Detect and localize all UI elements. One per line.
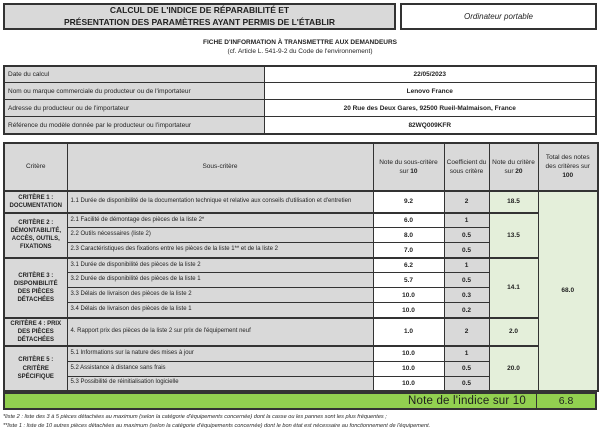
sub-3-1-coef: 1 — [444, 258, 489, 273]
sub-2-1-note: 6.0 — [373, 213, 444, 228]
col-header-sub-criterion: Sous-critère — [67, 143, 373, 191]
document-header — [3, 3, 597, 30]
criterion-4-label: CRITÈRE 4 : PRIX DES PIÈCES DÉTACHÉES — [4, 318, 67, 346]
sub-2-3-note: 7.0 — [373, 243, 444, 258]
sub-3-3-coef: 0.3 — [444, 288, 489, 303]
sub-2-2-label: 2.2 Outils nécessaires (liste 2) — [67, 228, 373, 243]
info-row-model-ref — [4, 117, 596, 134]
sub-5-1-coef: 1 — [444, 346, 489, 361]
criterion-4-score: 2.0 — [489, 318, 538, 346]
sub-2-1-coef: 1 — [444, 213, 489, 228]
col-header-sub-score: Note du sous-critère sur 10 — [373, 143, 444, 191]
sub-1-1-note: 9.2 — [373, 191, 444, 213]
criterion-2-label: CRITÈRE 2 : DÉMONTABILITÉ, ACCÈS, OUTILS, FIXATIONS — [4, 213, 67, 258]
subtitle-line-2: (cf. Article L. 541-9-2 du Code de l'environnement) — [227, 48, 373, 56]
sub-1-1-coef: 2 — [444, 191, 489, 213]
sub-3-4-coef: 0.2 — [444, 303, 489, 318]
footnote-liste-2: *liste 2 : liste des 3 à 5 pièces détachées au maximum (selon la catégorie d'équipements concernée) dont la casse ou les pannes sont les plus fréquentes ; — [3, 414, 387, 421]
sub-5-3-note: 10.0 — [373, 376, 444, 391]
sub-4-coef: 2 — [444, 318, 489, 346]
producer-info-table — [3, 65, 597, 135]
sub-5-3-coef: 0.5 — [444, 376, 489, 391]
sub-5-2-label: 5.2 Assistance à distance sans frais — [67, 361, 373, 376]
sub-5-1-note: 10.0 — [373, 346, 444, 361]
sub-2-2-note: 8.0 — [373, 228, 444, 243]
info-label-date: Date du calcul — [4, 66, 264, 83]
final-index-value: 6.8 — [536, 394, 595, 408]
title-line-1: CALCUL DE L'INDICE DE RÉPARABILITÉ ET — [109, 5, 290, 16]
sub-5-1-label: 5.1 Informations sur la nature des mises à jour — [67, 346, 373, 361]
footnote-liste-1: **liste 1 : liste de 10 autres pièces détachées au maximum (selon la catégorie d'équipements concernée) dont le bon état est nécessaire au fonctionnement de l'équipement. — [3, 422, 431, 429]
sub-2-1-label: 2.1 Facilité de démontage des pièces de la liste 2* — [67, 213, 373, 228]
col-header-coefficient: Coefficient du sous critère — [444, 143, 489, 191]
product-type-label: Ordinateur portable — [464, 12, 533, 21]
final-index-bar — [3, 392, 597, 410]
sub-5-2-coef: 0.5 — [444, 361, 489, 376]
criterion-1-label: CRITÈRE 1 : DOCUMENTATION — [4, 191, 67, 213]
info-value-brand: Lenovo France — [264, 83, 596, 100]
product-type-box — [400, 3, 597, 30]
score-table-header-row — [4, 143, 598, 191]
sub-2-2-coef: 0.5 — [444, 228, 489, 243]
final-index-label: Note de l'indice sur 10 — [407, 395, 526, 408]
score-table — [3, 142, 599, 392]
sub-2-3-coef: 0.5 — [444, 243, 489, 258]
title-line-2: PRÉSENTATION DES PARAMÈTRES AYANT PERMIS DE L'ÉTABLIR — [63, 16, 336, 27]
sub-4-label: 4. Rapport prix des pièces de la liste 2 sur prix de l'équipement neuf — [67, 318, 373, 346]
table-row — [4, 191, 598, 213]
info-value-date: 22/05/2023 — [264, 66, 596, 83]
info-label-model-ref: Référence du modèle donnée par le producteur ou l'importateur — [4, 117, 264, 134]
document-title — [3, 3, 396, 30]
table-row — [4, 258, 598, 273]
sub-4-note: 1.0 — [373, 318, 444, 346]
criterion-5-label: CRITÈRE 5 : CRITÈRE SPÉCIFIQUE — [4, 346, 67, 391]
sub-3-3-label: 3.3 Délais de livraison des pièces de la liste 2 — [67, 288, 373, 303]
criterion-5-score: 20.0 — [489, 346, 538, 391]
sub-5-3-label: 5.3 Possibilité de réinitialisation logicielle — [67, 376, 373, 391]
info-row-date — [4, 66, 596, 83]
total-score-100: 68.0 — [538, 191, 598, 391]
sub-2-3-label: 2.3 Caractéristiques des fixations entre les pièces de la liste 1** et de la liste 2 — [67, 243, 373, 258]
table-row — [4, 213, 598, 228]
info-label-brand: Nom ou marque commerciale du producteur ou de l'importateur — [4, 83, 264, 100]
sub-3-2-coef: 0.5 — [444, 273, 489, 288]
col-header-criterion: Critère — [4, 143, 67, 191]
info-label-address: Adresse du producteur ou de l'importateur — [4, 100, 264, 117]
criterion-1-score: 18.5 — [489, 191, 538, 213]
table-row — [4, 318, 598, 346]
sub-3-4-label: 3.4 Délais de livraison des pièces de la liste 1 — [67, 303, 373, 318]
criterion-3-score: 14.1 — [489, 258, 538, 318]
col-header-total: Total des notes des critères sur 100 — [538, 143, 598, 191]
sub-3-4-note: 10.0 — [373, 303, 444, 318]
info-row-brand — [4, 83, 596, 100]
sub-3-3-note: 10.0 — [373, 288, 444, 303]
sub-1-1-label: 1.1 Durée de disponibilité de la documentation technique et relative aux conseils d'utilisation et d'entretien — [67, 191, 373, 213]
criterion-2-score: 13.5 — [489, 213, 538, 258]
info-value-model-ref: 82WQ009KFR — [264, 117, 596, 134]
sub-5-2-note: 10.0 — [373, 361, 444, 376]
subtitle-line-1: FICHE D'INFORMATION À TRANSMETTRE AUX DEMANDEURS — [202, 39, 397, 46]
sub-3-2-label: 3.2 Durée de disponibilité des pièces de la liste 1 — [67, 273, 373, 288]
info-value-address: 20 Rue des Deux Gares, 92500 Rueil-Malmaison, France — [264, 100, 596, 117]
table-row — [4, 346, 598, 361]
sub-3-1-label: 3.1 Durée de disponibilité des pièces de la liste 2 — [67, 258, 373, 273]
document-subtitle — [3, 38, 597, 57]
info-row-address — [4, 100, 596, 117]
sub-3-1-note: 6.2 — [373, 258, 444, 273]
sub-3-2-note: 5.7 — [373, 273, 444, 288]
col-header-criterion-score: Note du critère sur 20 — [489, 143, 538, 191]
criterion-3-label: CRITÈRE 3 : DISPONIBILITÉ DES PIÈCES DÉTACHÉES — [4, 258, 67, 318]
